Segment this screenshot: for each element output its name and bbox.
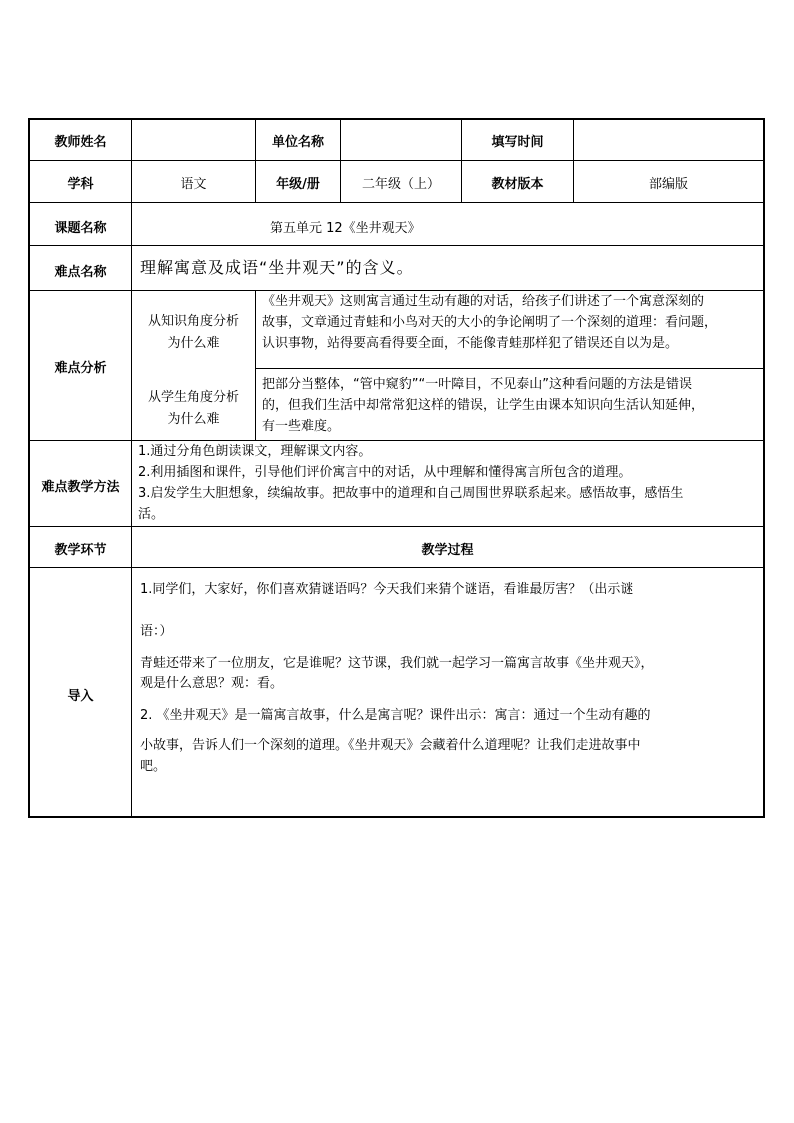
difficulty-value: 理解寓意及成语“坐井观天”的含义。 [140,258,414,277]
text-line: 有一些难度。 [262,419,341,434]
teacher-name-value [132,120,255,160]
method-line: 2.利用插图和课件，引导他们评价寓言中的对话，从中理解和懂得寓言所包含的道理。 [138,465,632,480]
unit-name-label: 单位名称 [271,135,324,150]
intro-p2-line1: 青蛙还带来了一位朋友，它是谁呢？这节课，我们就一起学习一篇寓言故事《坐井观天》， [140,656,654,671]
col-divider [255,290,256,440]
grade-label: 年级/册 [276,177,320,192]
row-divider [28,245,765,246]
stage-label: 教学环节 [54,543,107,558]
student-angle-label-line2: 为什么难 [167,412,220,427]
method-line: 1.通过分角色朗读课文，理解课文内容。 [138,444,372,459]
method-label: 难点教学方法 [41,480,120,495]
intro-p3-line3: 吧。 [140,759,167,774]
difficulty-label: 难点名称 [54,265,107,280]
intro-label: 导入 [67,689,94,704]
unit-name-value [341,120,461,160]
table-border-right [763,118,765,818]
intro-p3-line2: 小故事，告诉人们一个深刻的道理。《坐井观天》会藏着什么道理呢？让我们走进故事中 [140,738,641,753]
fill-time-label: 填写时间 [491,135,544,150]
text-line: 《坐井观天》这则寓言通过生动有趣的对话，给孩子们讲述了一个寓意深刻的 [262,294,705,309]
method-line: 活。 [138,507,165,522]
subject-value: 语文 [180,177,207,192]
text-line: 的，但我们生活中却常常犯这样的错误，让学生由课本知识向生活认知延伸， [262,398,705,413]
text-line: 认识事物，站得要高看得要全面，不能像青蛙那样犯了错误还自以为是。 [262,336,679,351]
row-divider [28,160,765,161]
table-border-bottom [28,816,765,818]
row-divider [28,526,765,527]
text-line: 把部分当整体，“管中窥豹”“一叶障目，不见泰山”这种看问题的方法是错误 [262,377,692,392]
teacher-name-label: 教师姓名 [54,135,107,150]
text-line: 故事，文章通过青蛙和小鸟对天的大小的争论阐明了一个深刻的道理：看问题， [262,315,718,330]
row-divider [28,567,765,568]
process-label: 教学过程 [421,543,474,558]
fill-time-value [574,120,763,160]
knowledge-angle-label-line2: 为什么难 [167,336,220,351]
subject-label: 学科 [67,177,94,192]
row-divider [28,202,765,203]
student-analysis-text [262,374,762,437]
grade-value: 二年级（上） [361,177,440,192]
edition-label: 教材版本 [491,177,544,192]
method-line: 3.启发学生大胆想象，续编故事。把故事中的道理和自己周围世界联系起来。感悟故事，感悟生 [138,486,684,501]
analysis-label: 难点分析 [54,361,107,376]
row-divider [255,368,765,369]
intro-p1-line1: 1.同学们，大家好，你们喜欢猜谜语吗？今天我们来猜个谜语，看谁最厉害？（出示谜 [140,582,634,597]
topic-value: 第五单元 12《坐井观天》 [270,221,421,236]
intro-p3-line1: 2. 《坐井观天》是一篇寓言故事，什么是寓言呢？课件出示：寓言：通过一个生动有趣的 [140,708,651,723]
edition-value: 部编版 [648,177,688,192]
student-angle-label-line1: 从学生角度分析 [147,390,239,405]
col-divider [131,118,132,818]
method-text [138,441,760,525]
intro-p2-line2: 观是什么意思？观：看。 [140,676,284,691]
knowledge-analysis-text [262,291,762,354]
knowledge-angle-label-line1: 从知识角度分析 [147,314,239,329]
intro-p1-line2: 语：） [140,624,173,639]
topic-label: 课题名称 [54,221,107,236]
